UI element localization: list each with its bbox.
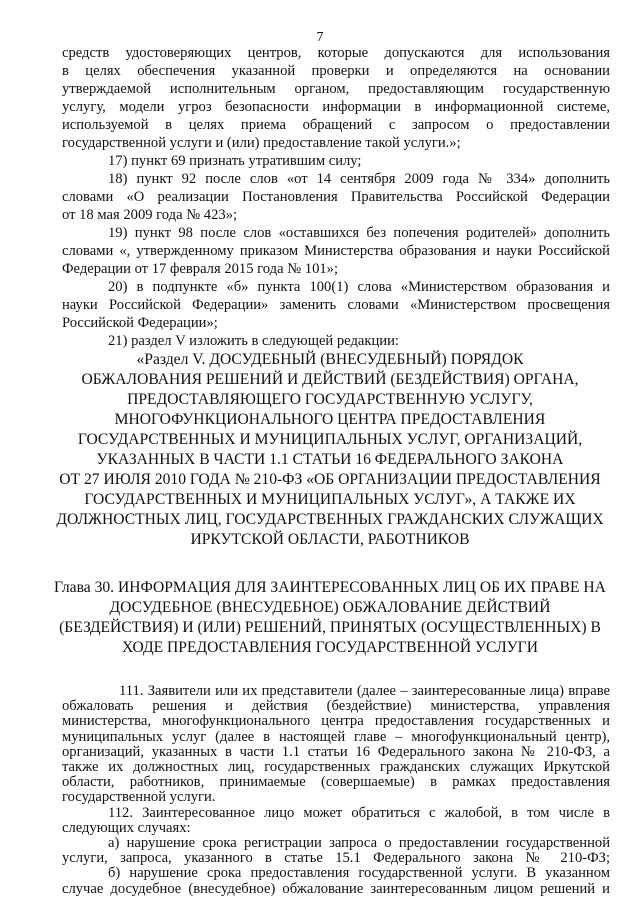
text-line: 20) в подпункте «б» пункта 100(1) слова «Министерством образования и xyxy=(108,279,610,295)
heading-line: ХОДЕ ПРЕДОСТАВЛЕНИЯ ГОСУДАРСТВЕННОЙ УСЛУГИ xyxy=(122,639,538,656)
text-line: словами «О реализации Постановления Правительства Российской Федерации xyxy=(62,189,610,205)
heading-line: ПРЕДОСТАВЛЯЮЩЕГО ГОСУДАРСТВЕННУЮ УСЛУГУ, xyxy=(127,391,533,408)
heading-line: ГОСУДАРСТВЕННЫХ И МУНИЦИПАЛЬНЫХ УСЛУГ», А ТАКЖЕ ИХ xyxy=(84,491,576,508)
text-line: 17) пункт 69 признать утратившим силу; xyxy=(108,153,362,169)
text-line: обжаловать решения и действия (бездействие) министерства, управления xyxy=(62,698,610,715)
text-line: услуги, запроса, указанного в статье 15.1 Федерального закона № 210-ФЗ; xyxy=(62,850,610,867)
text-line: средств удостоверяющих центров, которые допускаются для использования xyxy=(62,45,610,61)
heading-line: ДОСУДЕБНОЕ (ВНЕСУДЕБНОЕ) ОБЖАЛОВАНИЕ ДЕЙСТВИЙ xyxy=(109,599,551,616)
heading-line: (БЕЗДЕЙСТВИЯ) И (ИЛИ) РЕШЕНИЙ, ПРИНЯТЫХ (ОСУЩЕСТВЛЕННЫХ) В xyxy=(59,619,601,636)
text-line: б) нарушение срока предоставления государственной услуги. В указанном xyxy=(108,865,610,882)
heading-line: «Раздел V. ДОСУДЕБНЫЙ (ВНЕСУДЕБНЫЙ) ПОРЯДОК xyxy=(136,351,524,368)
page-number: 7 xyxy=(316,30,324,45)
text-line: министерства, многофункционального центра предоставления государственных и xyxy=(62,713,610,730)
text-line: 112. Заинтересованное лицо может обратиться с жалобой, в том числе в xyxy=(108,804,610,821)
text-line: Российской Федерации»; xyxy=(62,315,218,331)
heading-line: ИРКУТСКОЙ ОБЛАСТИ, РАБОТНИКОВ xyxy=(190,531,470,548)
text-line: от 18 мая 2009 года № 423»; xyxy=(62,207,238,223)
text-line: случае досудебное (внесудебное) обжалование заинтересованным лицом решений и xyxy=(62,880,610,897)
text-line: в целях обеспечения указанной проверки и определяются на основании xyxy=(62,63,610,79)
heading-line: ГОСУДАРСТВЕННЫХ И МУНИЦИПАЛЬНЫХ УСЛУГ, ОРГАНИЗАЦИЙ, xyxy=(77,431,583,448)
heading-line: УКАЗАННЫХ В ЧАСТИ 1.1 СТАТЬИ 16 ФЕДЕРАЛЬНОГО ЗАКОНА xyxy=(96,451,564,468)
text-line: услугу, модели угроз безопасности информации в информационной системе, xyxy=(62,99,610,115)
text-line: а) нарушение срока регистрации запроса о предоставлении государственной xyxy=(108,835,610,851)
text-line: государственной услуги. xyxy=(62,789,216,806)
text-line: Федерации от 17 февраля 2015 года № 101»; xyxy=(62,261,339,277)
text-line: используемой в целях приема обращений с запросом о предоставлении xyxy=(62,117,610,133)
text-line: муниципальных услуг (далее в настоящей главе – многофункциональный центр), xyxy=(62,728,610,745)
text-line: 19) пункт 98 после слов «оставшихся без попечения родителей» дополнить xyxy=(108,225,610,241)
text-line: словами «, утвержденному приказом Министерства образования и науки Российской xyxy=(62,243,610,259)
text-line: утверждаемой исполнительным органом, предоставляющим государственную xyxy=(62,81,610,97)
text-line: также их должностных лиц, государственных гражданских служащих Иркутской xyxy=(62,759,610,775)
heading-line: ОТ 27 ИЮЛЯ 2010 ГОДА № 210-ФЗ «ОБ ОРГАНИЗАЦИИ ПРЕДОСТАВЛЕНИЯ xyxy=(59,471,601,488)
heading-line: ОБЖАЛОВАНИЯ РЕШЕНИЙ И ДЕЙСТВИЙ (БЕЗДЕЙСТВИЯ) ОРГАНА, xyxy=(81,371,579,388)
text-line: организаций, указанных в части 1.1 статьи 16 Федерального закона № 210-ФЗ, а xyxy=(62,743,610,760)
text-line: 18) пункт 92 после слов «от 14 сентября 2009 года № 334» дополнить xyxy=(108,171,610,187)
text-line: 21) раздел V изложить в следующей редакции: xyxy=(108,333,399,349)
text-line: следующих случаях: xyxy=(62,819,191,836)
text-line: области, работников, принимаемые (совершаемые) в рамках предоставления xyxy=(62,774,610,791)
text-line: науки Российской Федерации» заменить словами «Министерством просвещения xyxy=(62,297,610,313)
text-line: государственной услуги и (или) предоставление такой услуги.»; xyxy=(62,135,461,151)
heading-line: Глава 30. ИНФОРМАЦИЯ ДЛЯ ЗАИНТЕРЕСОВАННЫХ ЛИЦ ОБ ИХ ПРАВЕ НА xyxy=(54,579,606,596)
heading-line: ДОЛЖНОСТНЫХ ЛИЦ, ГОСУДАРСТВЕННЫХ ГРАЖДАНСКИХ СЛУЖАЩИХ xyxy=(56,511,604,528)
text-line: 111. Заявители или их представители (далее – заинтересованные лица) вправе xyxy=(119,683,610,699)
heading-line: МНОГОФУНКЦИОНАЛЬНОГО ЦЕНТРА ПРЕДОСТАВЛЕНИЯ xyxy=(114,411,546,428)
